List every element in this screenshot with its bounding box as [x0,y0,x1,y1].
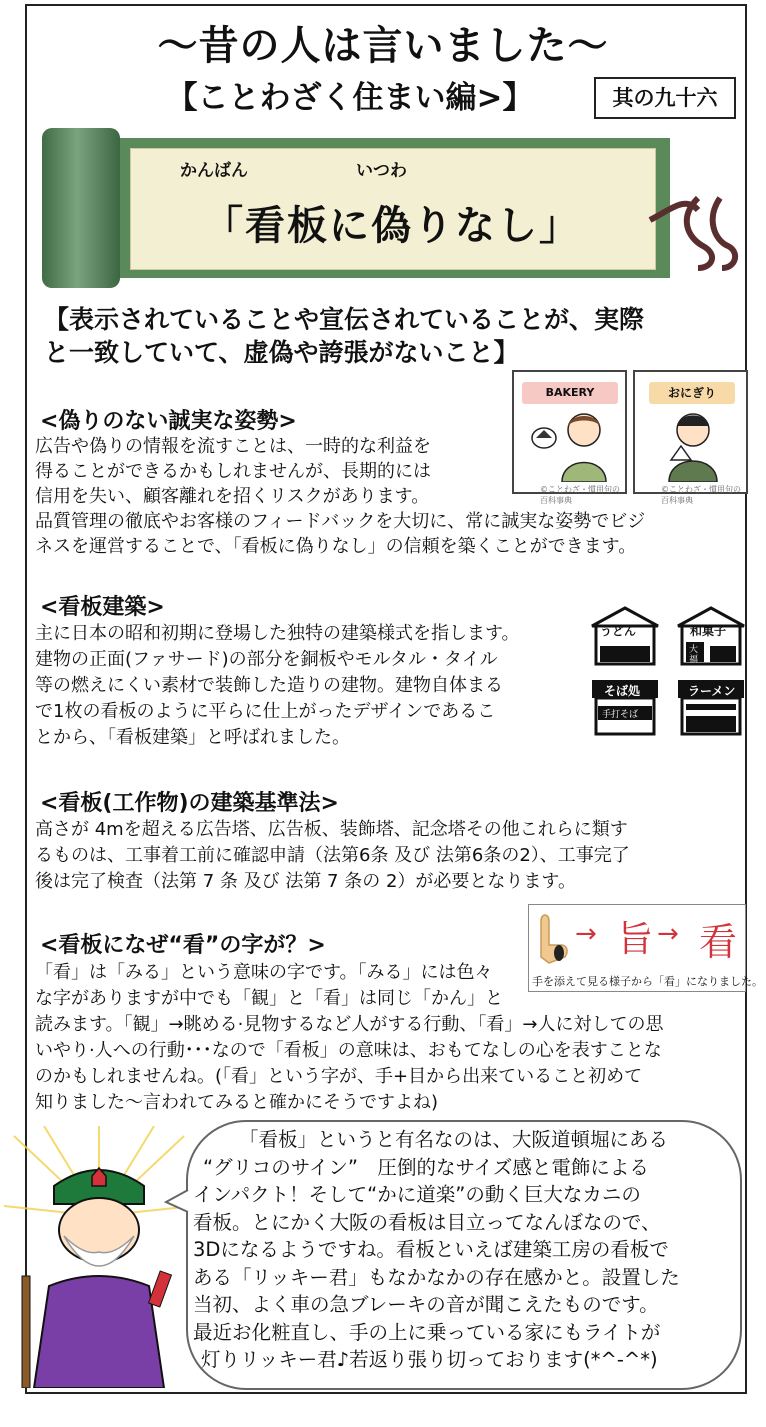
bakery-illustration [512,370,627,505]
bubble-line: 「看板」というと有名なのは、大阪道頓堀にある [239,1128,669,1151]
onigiri-sign: おにぎり [649,382,735,404]
section4-line: 知りました～言われてみると確かにそうですよね) [35,1092,439,1113]
bubble-line: 3Dになるようですね。看板といえば建築工房の看板で [193,1238,669,1261]
section1-line: 品質管理の徹底やお客様のフィードバックを大切に、常に誠実な姿勢でビジ [35,511,646,532]
udon-shop-icon [590,606,660,666]
ramen-sign: ラーメン [688,684,736,698]
bubble-line: 最近お化粧直し、手の上に乗っている家にもライトが [193,1320,661,1344]
kanji-origin-caption: 手を添えて見る様子から「看」になりました。 [532,975,763,988]
furigana-itsuwa: いつわ [356,161,407,181]
section2-line: 等の燃えにくい素材で装飾した造りの建物。建物自体まる [35,675,503,696]
section1-line: 広告や偽りの情報を流すことは、一時的な利益を [35,436,431,457]
sage-character-icon [4,1126,194,1388]
scroll-roll [42,128,120,288]
bubble-line: 当初、よく車の急ブレーキの音が聞こえたものです。 [193,1293,659,1316]
scroll-tassel-icon [648,188,743,273]
soba-sign: そば処 [604,684,641,698]
section2-line: 建物の正面(ファサード)の部分を銅板やモルタル・タイル [35,649,498,670]
meaning-line-1: 【表示されていることや宣伝されていることが、実際 [44,305,645,334]
section2-line: とから、「看板建築」と呼ばれました。 [35,727,350,748]
page-title: ～昔の人は言いました～ [157,23,609,69]
section2-heading: <看板建築> [40,595,165,620]
hand-over-eye-icon [535,911,571,965]
ramen-shop-icon [676,676,746,736]
section4-line: 「看」は「みる」という意味の字です。「みる」には色々 [35,962,493,983]
bubble-line: “グリコのサイン” 圧倒的なサイズ感と電飾による [203,1155,649,1179]
teuchi-soba-sign: 手打そば [602,710,639,720]
section1-line: 信用を失い、顧客離れを招くリスクがあります。 [35,486,430,507]
modern-kanji: 看 [699,920,738,964]
proverb-meaning [44,303,744,369]
section1-heading: <偽りのない誠実な姿勢> [40,409,297,434]
section3-heading: <看板(工作物)の建築基準法> [40,791,339,816]
section1-line: ネスを運営することで、「看板に偽りなし」の信頼を築くことができます。 [35,536,637,557]
bakery-sign: BAKERY [522,382,618,404]
meaning-line-2: と一致していて、虚偽や誇張がないこと】 [44,338,519,367]
soba-shop-icon [590,676,660,736]
page-subtitle: 【ことわざく住まい編>】 [166,80,534,116]
onigiri-man-icon [643,408,741,482]
section4-line: のかもしれませんね。(「看」という字が、手+目から出来ていること初めて [35,1066,643,1087]
ancient-kanji: 旨 [617,919,654,960]
image-credit: ©ことわざ・慣用句の百科事典 [661,485,741,505]
proverb-text: 「看板に偽りなし」 [203,203,581,249]
daifuku-char-2: 福 [689,655,699,665]
section3-line: 後は完了検査（法第 7 条 及び 法第 7 条の 2）が必要となります。 [35,871,576,892]
section4-heading: <看板になぜ“看”の字が？> [40,933,326,958]
bubble-line: ある「リッキー君」もなかなかの存在感かと。設置した [193,1265,680,1289]
section4-line: 読みます。「観」→眺める·見物するなど人がする行動、「看」→人に対しての思 [35,1014,664,1035]
bubble-text [193,1126,738,1374]
arrow-right-icon: → [575,919,597,949]
udon-sign: うどん [600,624,637,638]
section2-line: 主に日本の昭和初期に登場した独特の建築様式を指します。 [35,623,520,644]
wagashi-shop-icon [676,606,746,666]
furigana-kanban: かんばん [180,161,248,181]
section3-body [35,817,745,895]
bubble-line: インパクト！そして“かに道楽”の動く巨大なカニの [193,1183,641,1206]
bubble-line: 看板。とにかく大阪の看板は目立ってなんぼなので、 [193,1210,661,1234]
section3-line: 高さが 4mを超える広告塔、広告板、装飾塔、記念塔その他これらに類す [35,819,628,840]
issue-badge: 其の九十六 [594,77,736,119]
section4-line: いやり·人への行動･･･なので「看板」の意味は、おもてなしの心を表すことな [35,1040,662,1061]
arrow-right-icon: → [657,919,679,949]
kanji-origin-illustration [528,904,763,992]
daifuku-char-1: 大 [689,645,699,655]
section1-line: 得ることができるかもしれませんが、長期的には [35,461,431,482]
section2-body [35,621,595,751]
image-credit: ©ことわざ・慣用句の百科事典 [540,485,620,505]
bubble-line: 灯りリッキー君♪若返り張り切っております(*^-^*) [201,1348,658,1371]
section4-line: な字がありますが中でも「観」と「看」は同じ「かん」と [35,988,503,1009]
onigiri-illustration [633,370,748,505]
bubble-tail-icon [164,1186,194,1216]
section2-line: で1枚の看板のように平らに仕上がったデザインであるこ [35,701,496,722]
baker-woman-icon [522,408,620,482]
wagashi-sign: 和菓子 [690,624,727,638]
section3-line: るものは、工事着工前に確認申請（法第6条 及び 法第6条の2）、工事完了 [35,845,630,866]
